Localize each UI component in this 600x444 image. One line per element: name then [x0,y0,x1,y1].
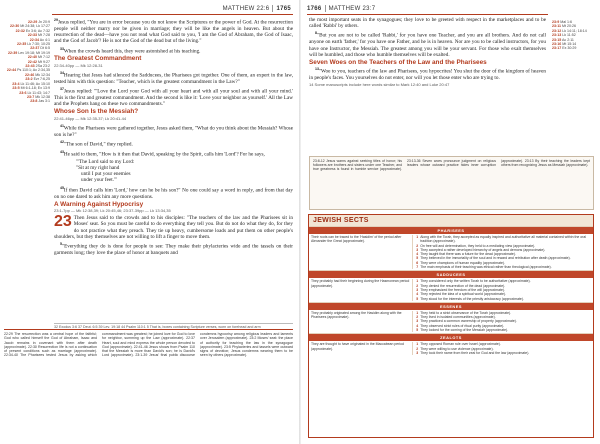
sect-belief-number: 2 [416,346,419,351]
cross-reference-verse: 23:16 [552,42,562,47]
cross-reference-verse: 22:42 [27,59,38,64]
running-head [223,3,291,14]
sect-beliefs [413,311,591,332]
sect-belief-number: 3 [416,287,419,292]
sect-belief-text: They opposed Roman rule over Israel (approximate). [420,342,501,347]
sect-belief-number: 6 [416,260,419,265]
sect-belief-number: 2 [416,283,419,288]
sect-description: They are thought to have originated in the Maccabean period (approximate). [311,342,413,355]
cross-reference-text: Ps 110:1; Ac 2:34,35 [16,68,50,73]
right-page [301,0,600,444]
cross-reference-verse: 22:33 [27,33,38,38]
verse-paragraph: $^{41}$While the Pharisees were gathered together, Jesus asked them, "What do you think about the Messiah? Whose son is he?" [54,123,293,138]
sect-belief-number: 1 [416,235,419,239]
chapter-number: 23 [54,213,72,231]
cross-reference-text: 2Sa 23:2 [34,64,50,69]
sect-description: They probably originated among the Hasidim along with the Pharisees (approximate). [311,311,413,332]
sect-name: ESSENES [309,303,593,310]
sect-belief-number: 4 [416,252,419,257]
sect-name: SADDUCEES [309,271,593,278]
left-page [0,0,299,444]
poetry-line: under your feet."' [81,177,118,184]
cross-reference-text: Ac 2:11 [561,37,574,42]
sect-description: They probably had their beginning during the Hasmonean period (approximate). [311,279,413,300]
sect-belief-item [416,351,591,355]
sect-beliefs [413,235,591,269]
cross-reference-text: Dt 6:5 [39,46,50,51]
sect-belief-number: 5 [416,296,419,301]
cross-reference-verse: 22:32 [15,28,25,33]
running-head [307,3,375,14]
sect-belief-number: 3 [416,319,419,324]
header-rule [52,14,293,15]
poetry-line: "'The Lord said to my Lord: [76,158,135,165]
cross-reference-column [552,20,598,51]
cross-reference-verse: 22:29 [28,20,38,24]
sect-belief-text: They held to a strict observance of the Torah (approximate). [420,310,512,315]
sect-belief-text: They observed strict rules of ritual purity (approximate). [420,323,505,328]
translation-footnote: 14 Some manuscripts include here words similar to Mark 12:40 and Luke 20:47 [309,82,450,88]
running-head-title: MATTHEW 23:7 [328,5,376,12]
sect-belief-number: 7 [416,265,419,270]
sect-belief-text: They emphasized the freedom of the will (approximate). [420,287,506,292]
sect-belief-item [416,265,591,269]
section-heading: Whose Son Is the Messiah? [54,108,139,116]
cross-reference-verse: 22:30 [10,24,20,29]
sect-belief-number: 2 [416,315,419,320]
cross-reference-verse: 22:37 [30,46,40,51]
cross-reference-verse: 23:17 [552,46,562,51]
cross-reference-text: Ex 30:29 [561,46,577,51]
sect-belief-number: 5 [416,256,419,261]
sect-belief-number: 5 [416,328,419,333]
verse-paragraph: the most important seats in the synagogues; they love to be greeted with respect in the marketplaces and to be called 'Rabbi' by others. [309,17,546,30]
sect-belief-number: 3 [416,247,419,252]
poetry-line: until I put your enemies [81,171,131,178]
sect-belief-text: They practiced a common ownership of property (approximate). [420,319,517,324]
cross-reference-verse: 22:34 [29,37,39,42]
sect-belief-number: 4 [416,292,419,297]
cross-reference-text: Jn 20:9 [37,20,50,24]
sect-description: Their roots can be traced to the 'Hasidim' of the period after Alexander the Great (approximate). [311,235,413,269]
running-head-title: MATTHEW 22:6 [222,5,270,12]
cross-reference [552,46,598,50]
cross-reference-text: Ex 3:6; Ac 7:32 [24,28,50,33]
poetry-quote [76,159,293,184]
sect-belief-number: 4 [416,323,419,328]
sect-belief-number: 1 [416,342,419,347]
cross-reference-text: Mal 1:6 [559,20,572,24]
sect-name: PHARISEES [309,227,593,234]
cross-reference-text: Mt 24:38; Lk 17:27 [19,24,50,29]
parallel-passage-ref: 23:1-7pp — Mk 12:38,39; Lk 20:45,46; 23:37-39pp — Lk 13:34,35 [54,207,171,213]
cross-reference-text: Mk 12:34 [34,72,50,77]
cross-reference-verse: 22:40 [27,55,38,60]
page-number: 1765 [276,5,291,12]
cross-reference-text: Mt 9:27 [37,59,50,64]
cross-reference-verse: 23:8 [30,99,38,104]
sect-belief-number: 1 [416,279,419,284]
cross-reference-verse: 23:6 [19,90,27,95]
verse-paragraph: $^{45}$If then David calls him 'Lord,' how can he be his son?" No one could say a word in reply, and from that day on no one dared to ask him any more questions. [54,185,293,200]
cross-reference-text: Lk 11:52 [561,33,576,38]
running-head-divider [272,5,273,12]
verse-paragraph: $^{42}$"The son of David," they replied. [60,139,133,148]
sect-belief-number: 3 [416,350,419,355]
sect-belief-text: They stood for the interests of the priestly aristocracy (approximate). [420,296,524,301]
scripture-text [54,17,293,257]
sect-beliefs [413,279,591,300]
chart-title: JEWISH SECTS [309,215,593,226]
cross-reference-text: Mk 12:38 [34,94,50,99]
cross-reference-verse: 23:12 [552,28,562,33]
verse-paragraph: $^8$"But you are not to be called 'Rabbi,' for you have one Teacher, and you are all brothers. And do not call anyone on earth 'father,' for you have one Father, and he is in heaven. Nor are you to be called instructors, for you have one Instructor, the Messiah. The greatest among you will be your servant. For those who exalt themselves will be humbled, and those who humble themselves will be exalted. [309,31,546,58]
sect-belief-text: They considered only the written Torah to be authoritative (approximate). [420,279,531,284]
sect-belief-text: On free will and determination, they held to a mediating view (approximate). [420,243,536,248]
cross-reference-verse: 23:7 [27,94,35,99]
cross-reference-verse: 23:9 [552,20,560,24]
verse-paragraph: $^5$"Everything they do is done for people to see: They make their phylacteries wide and the tassels on their garments long; they love the place of honor at banquets and [54,241,293,256]
cross-reference-text: Mt 6:1-18; Ex 13:9 [19,86,50,91]
cross-reference-verse: 23:11 [552,24,561,29]
verse-paragraph: 23 Then Jesus said to the crowds and to his disciples: "The teachers of the law and the Pharisees sit in Moses' seat. So you must be careful to do everything they tell you. But do not do what they do, for they do not practice what they preach. They tie up heavy, cumbersome loads and put them on other people's shoulders, but they themselves are not willing to lift a finger to move them. [54,213,293,240]
jewish-sects-chart [308,214,594,438]
sect-belief-text: They accepted a rather developed hierarchy of angels and demons (approximate). [420,247,546,252]
verse-paragraph: $^{34}$Hearing that Jesus had silenced the Sadducees, the Pharisees got together. One of them, an expert in the law, tested him with this question: "Teacher, which is the greatest commandment in the Law?" [54,70,293,85]
sect-belief-text: They lived in isolated communities (approximate). [420,315,496,320]
cross-reference-verse: 22:35 [17,42,27,47]
sect-beliefs [413,342,591,355]
sect-belief-text: They were champions of human equality (approximate). [420,260,506,265]
sect-belief-text: They took their name from their zeal for God and the law (approximate). [420,350,530,355]
poetry-line: "Sit at my right hand [76,165,120,171]
cross-reference-verse: 22:46 [25,72,35,77]
running-head-divider [325,5,326,12]
parallel-passage-ref: 22:41-46pp — Mk 12:35-37; Lk 20:41-44 [54,115,127,121]
cross-reference-text: Lk 14:11; 18:14 [561,28,587,33]
verse-paragraph: $^{13}$"Woe to you, teachers of the law and Pharisees, you hypocrites! You shut the door of the kingdom of heaven in people's faces. You yourselves do not enter, nor will you let those enter who are trying to. [309,67,546,82]
sect-belief-number: 2 [416,243,419,248]
sect-belief-text: They looked for the coming of the Messiah (approximate). [420,328,509,333]
cross-reference-column [2,20,50,104]
cross-reference-text: Lk 7:30; 10:25 [26,42,50,47]
cross-reference-verse: 23:15 [552,37,562,42]
sect-belief-text: The main emphasis of their teaching was ethical rather than theological (approximate). [420,265,552,270]
sect-row [309,302,593,333]
cross-reference-verse: 23:5 [12,86,20,91]
translation-footnotes: 32 Exodus 3:6 37 Deut. 6:5 39 Lev. 19:18 44 Psalm 110:1 5 That is, boxes containing Scripture verses, worn on forehead and arm [54,323,293,329]
study-notes: 23:8-12 Jesus warns against seeking titles of honor; his followers are brothers and sisters under one Teacher, and true greatness is found in humble service (approximate). 23:13-36 Seven woes pronounce judgment on religious leaders whose outward practice hides inner corruption (approximate). 23:13 By their teaching the leaders kept others from recognizing Jesus as Messiah (approximate). [309,156,594,210]
verse-paragraph: $^{43}$He said to them, "How is it then that David, speaking by the Spirit, calls him 'Lord'? For he says, [60,149,265,158]
cross-reference-text: Jas 3:1 [37,99,50,104]
sect-body [309,234,593,270]
sect-belief-item [416,235,591,244]
sect-name: ZEALOTS [309,334,593,341]
sect-belief-item [416,328,591,332]
cross-reference-text: Lk 11:43; 14:7 [26,90,50,95]
sect-row [309,270,593,301]
sect-belief-number: 1 [416,310,419,315]
cross-reference-text: Mt 15:14 [561,42,577,47]
sect-body [309,310,593,333]
sect-belief-item [416,297,591,301]
sect-belief-text: They believed in the immortality of the soul and in reward and retribution after death (approximate). [420,256,571,261]
cross-reference-verse: 22:44 [6,68,17,73]
sect-belief-text: They denied the resurrection of the dead (approximate). [420,283,506,288]
section-heading: A Warning Against Hypocrisy [54,200,144,208]
sect-body [309,341,593,356]
sect-belief-text: They taught that there was a future for the dead (approximate). [420,252,516,257]
page-number: 1766 [307,5,322,12]
section-heading: The Greatest Commandment [54,55,142,63]
sect-rows [309,226,593,356]
header-rule [307,14,548,15]
cross-reference-text: Ac 4:1 [39,37,50,42]
sect-belief-text: They rejected the idea of a spiritual world (approximate). [420,292,506,297]
sect-row [309,333,593,356]
cross-reference-verse: 22:39 [8,50,18,55]
verse-paragraph: $^{29}$Jesus replied, "You are in error because you do not know the Scriptures or the power of God. At the resurrection people will neither marry nor be given in marriage; they will be like the angels in heaven. But about the resurrection of the dead—have you not read what God said to you, 'I am the God of Abraham, the God of Isaac, and the God of Jacob'? He is not the God of the dead but of the living." [54,18,293,45]
sect-belief-text: They were willing to use violence (approximate). [420,346,494,351]
cross-reference-text: Lev 19:18; Mt 19:19 [17,50,50,55]
parallel-passage-ref: 22:34-40pp — Mk 12:28-31 [54,62,103,68]
scripture-text [309,17,546,90]
verse-paragraph: $^{33}$When the crowds heard this, they were astonished at his teaching. [60,46,201,55]
cross-reference-text: Mt 20:26 [561,24,576,29]
cross-reference-text: Lk 11:46; Ac 15:10 [19,81,50,86]
cross-reference-verse: 22:43 [25,64,35,69]
verse-paragraph: $^{37}$Jesus replied: "'Love the Lord your God with all your heart and with all your soul and with all your mind.' This is the first and greatest commandment. And the second is like it: 'Love your neighbor as yourself.' All the Law and the Prophets hang on these two commandments." [54,87,294,108]
cross-reference-text: Mt 7:28 [37,33,50,38]
sect-belief-text: Along with the Torah, they accepted as equally inspired and authoritative all material contained within the oral tradition (approximate). [420,235,587,244]
cross-reference-verse: 23:2 [25,77,33,82]
study-notes: 22:29 The resurrection was a central hope of the faithful; God who called himself the God of Abraham, Isaac and Jacob remains in covenant with them after death (approximate). 22:30 Resurrection life is not a continuation of present conditions such as marriage (approximate). 22:34-40 The Pharisees tested Jesus by asking which commandment was greatest; he joined love for God to love for neighbor, summing up the Law (approximate). 22:37 Heart, soul and mind express the whole person devoted to God (approximate). 22:41-46 Jesus shows from Psalm 110 that the Messiah is more than David's son; he is David's Lord (approximate). 23:1-39 Jesus' final public discourse condemns hypocrisy among religious leaders and laments over Jerusalem (approximate). 23:2 Moses' seat: the place of authority for teaching the law in the synagogue (approximate). 23:5 Phylacteries and tassels were outward signs of devotion; Jesus condemns wearing them to be seen by others (approximate). [4,329,293,442]
cross-reference-text: Mt 7:12 [37,55,50,60]
section-heading: Seven Woes on the Teachers of the Law and the Pharisees [309,58,487,66]
cross-reference-text: Ezr 7:6,25 [32,77,50,82]
cross-reference-verse: 23:4 [12,81,20,86]
sect-body [309,278,593,301]
sect-row [309,226,593,270]
cross-reference-verse: 23:13 [552,33,562,38]
cross-reference [2,99,50,103]
